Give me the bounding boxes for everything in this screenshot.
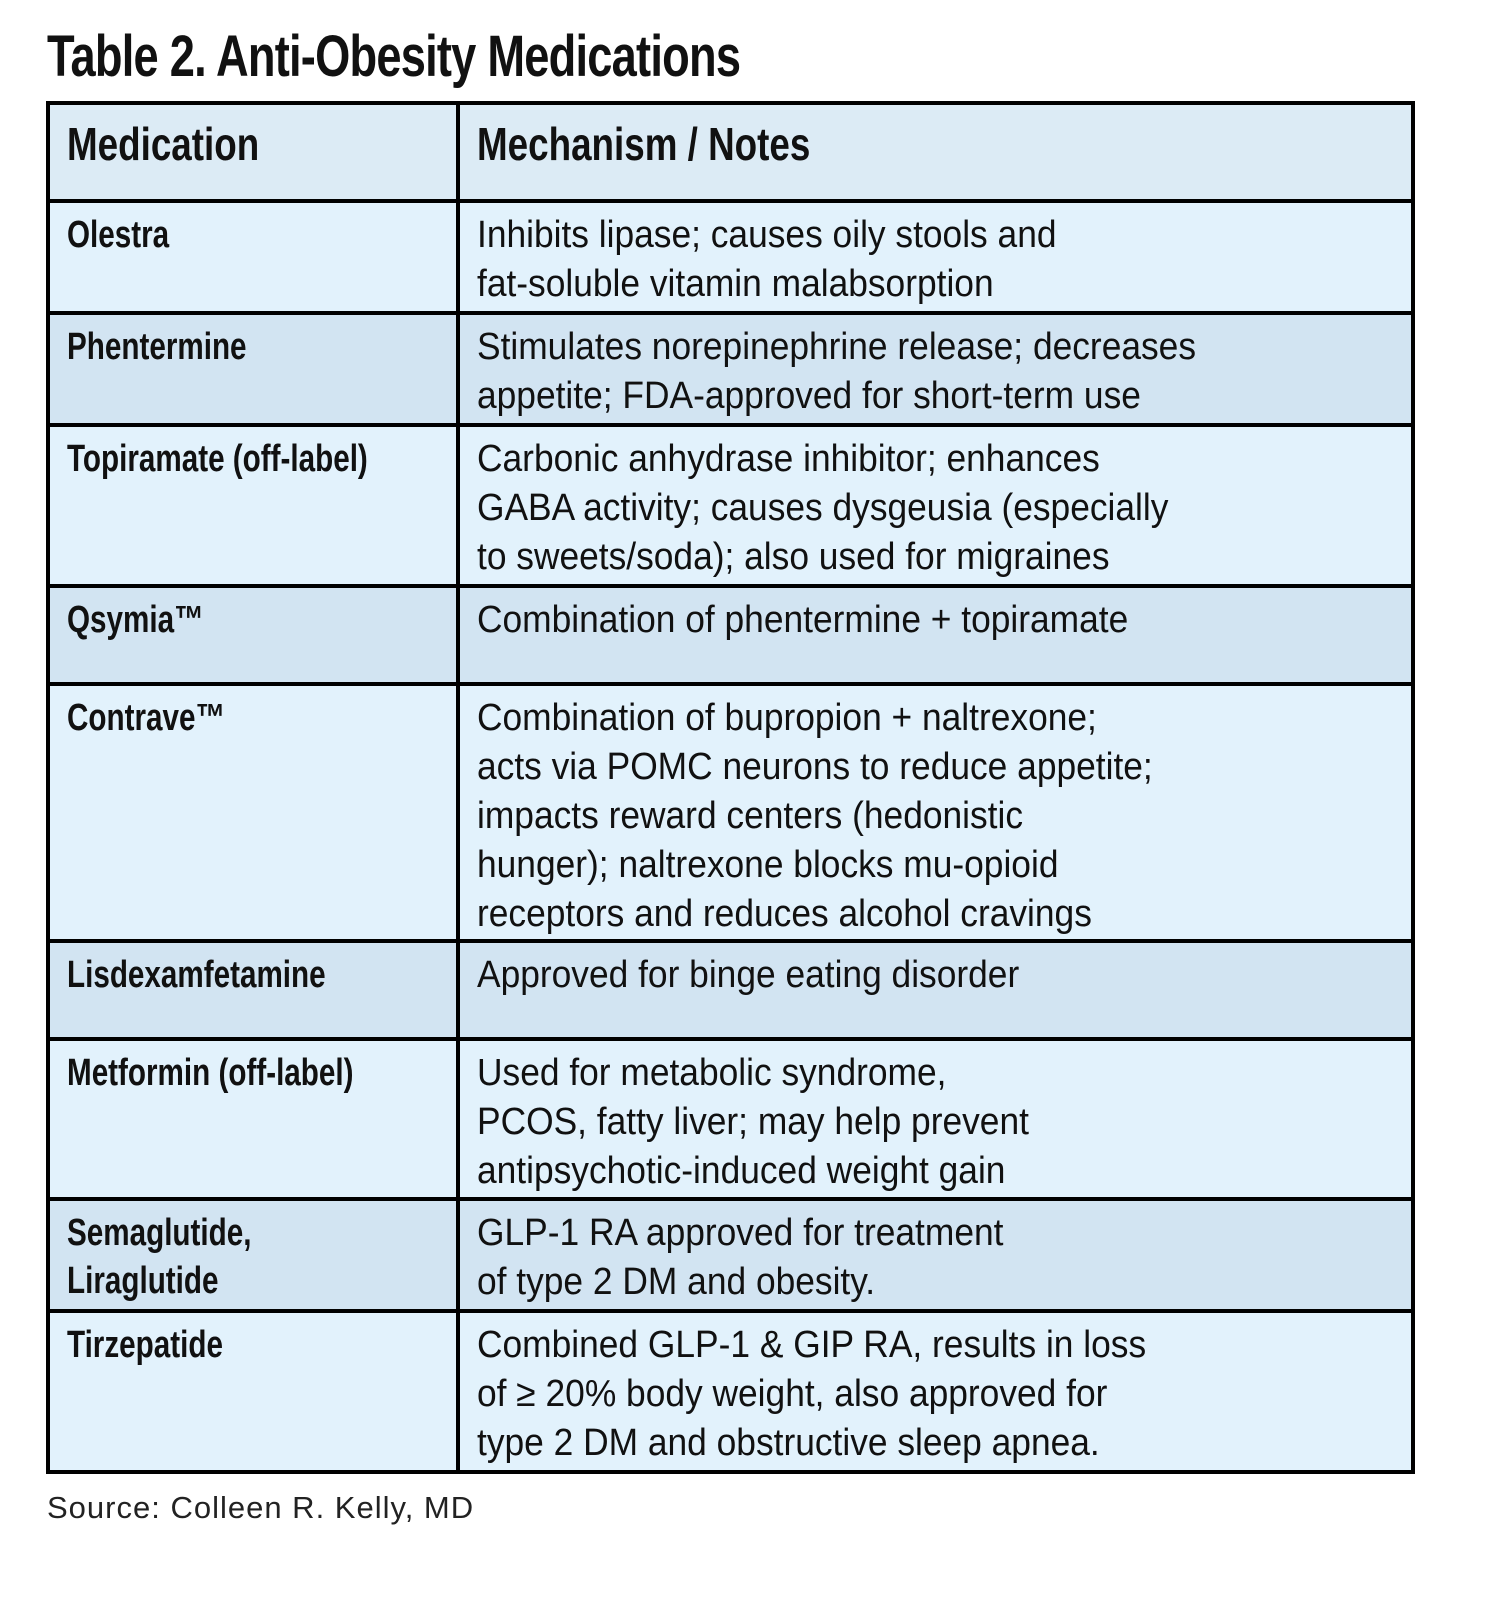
notes-cell bbox=[460, 588, 1499, 682]
table-row bbox=[50, 939, 1411, 1037]
table-row bbox=[50, 199, 1411, 311]
medication-cell bbox=[50, 943, 460, 1037]
medication-cell bbox=[50, 315, 460, 423]
medication-cell bbox=[50, 686, 460, 939]
table-row bbox=[50, 1309, 1411, 1470]
table-row bbox=[50, 423, 1411, 584]
medication-cell bbox=[50, 203, 460, 311]
notes-cell bbox=[460, 1313, 1499, 1470]
notes-cell bbox=[460, 686, 1499, 939]
medication-notes: Stimulates norepinephrine release; decreases appetite; FDA-approved for short-term use bbox=[477, 326, 1197, 417]
notes-cell bbox=[460, 1041, 1499, 1197]
table-title: Table 2. Anti-Obesity Medications bbox=[47, 24, 741, 89]
medication-notes: Carbonic anhydrase inhibitor; enhances GABA activity; causes dysgeusia (especially to sweets/soda); also used for migraines bbox=[477, 438, 1169, 578]
notes-cell bbox=[460, 203, 1499, 311]
medication-notes: Approved for binge eating disorder bbox=[477, 954, 1020, 996]
medication-notes: Inhibits lipase; causes oily stools and fat-soluble vitamin malabsorption bbox=[477, 214, 1057, 305]
medication-cell bbox=[50, 1041, 460, 1197]
table-row bbox=[50, 1037, 1411, 1197]
table-row bbox=[50, 682, 1411, 939]
medication-notes: Combination of phentermine + topiramate bbox=[477, 599, 1129, 641]
header-cell-notes bbox=[460, 105, 1411, 199]
medication-notes: GLP-1 RA approved for treatment of type 2 DM and obesity. bbox=[477, 1212, 1004, 1303]
medication-name: Metformin (off-label) bbox=[67, 1052, 354, 1094]
notes-cell bbox=[460, 1201, 1499, 1309]
medication-cell bbox=[50, 1201, 460, 1309]
notes-cell bbox=[460, 427, 1499, 584]
medication-name: Contrave™ bbox=[67, 697, 226, 739]
header-notes: Mechanism / Notes bbox=[477, 118, 811, 170]
medication-name: Qsymia™ bbox=[67, 599, 204, 641]
medication-name: Tirzepatide bbox=[67, 1324, 223, 1366]
medication-name: Phentermine bbox=[67, 326, 247, 368]
medication-name: Topiramate (off-label) bbox=[67, 438, 368, 480]
table-row bbox=[50, 311, 1411, 423]
table-row bbox=[50, 1197, 1411, 1309]
medication-notes: Combined GLP-1 & GIP RA, results in loss of ≥ 20% body weight, also approved for type 2 DM and obstructive sleep apnea. bbox=[477, 1324, 1147, 1464]
medication-name: Lisdexamfetamine bbox=[67, 954, 326, 996]
medications-table bbox=[46, 101, 1415, 1474]
medication-name: Semaglutide, Liraglutide bbox=[67, 1212, 252, 1302]
medication-cell bbox=[50, 588, 460, 682]
notes-cell bbox=[460, 943, 1499, 1037]
table-header-row bbox=[50, 105, 1411, 199]
notes-cell bbox=[460, 315, 1499, 423]
header-cell-medication bbox=[50, 105, 460, 199]
table-row bbox=[50, 584, 1411, 682]
medication-notes: Combination of bupropion + naltrexone; acts via POMC neurons to reduce appetite; impacts reward centers (hedonistic hunger); naltrexone blocks mu-opioid receptors and reduces alcohol cravings bbox=[477, 697, 1153, 935]
header-medication: Medication bbox=[67, 118, 260, 170]
medication-cell bbox=[50, 1313, 460, 1470]
source-credit: Source: Colleen R. Kelly, MD bbox=[47, 1490, 475, 1525]
medication-cell bbox=[50, 427, 460, 584]
medication-name: Olestra bbox=[67, 214, 170, 256]
medication-notes: Used for metabolic syndrome, PCOS, fatty liver; may help prevent antipsychotic-induced weight gain bbox=[477, 1052, 1029, 1192]
